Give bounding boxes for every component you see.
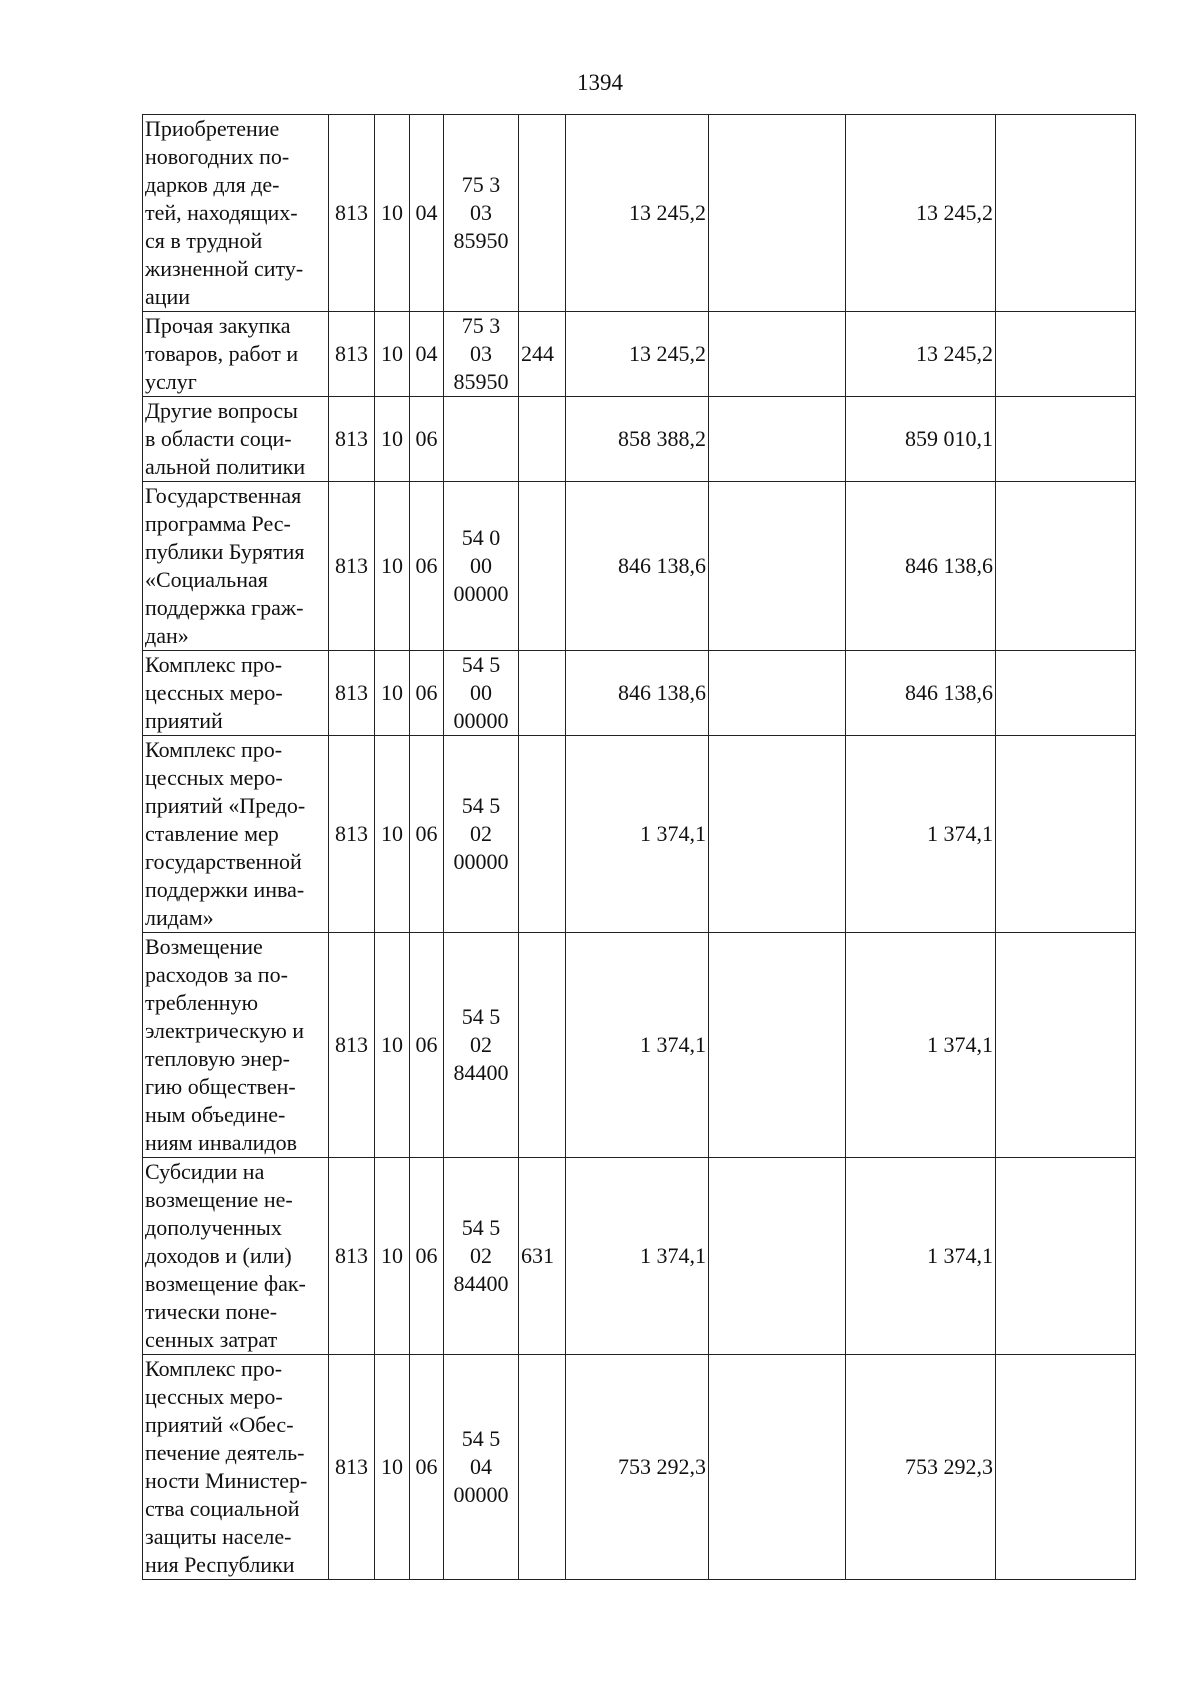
- cell-blank-1: [709, 651, 846, 736]
- row-description-line: поддержка граж-: [145, 595, 304, 620]
- row-description-line: «Социальная: [145, 567, 268, 592]
- cell-target-article: [444, 933, 519, 1158]
- cell-blank-2: [996, 736, 1136, 933]
- cell-target-article-line: 00000: [453, 849, 509, 874]
- cell-amount-1: 13 245,2: [566, 312, 709, 397]
- cell-target-article: [444, 651, 519, 736]
- cell-subsection-code: 06: [410, 1158, 444, 1355]
- cell-expense-type: 631: [519, 1158, 566, 1355]
- table-row: [143, 115, 1136, 312]
- row-description-line: новогодних по-: [145, 144, 290, 169]
- cell-target-article-line: 84400: [453, 1060, 509, 1085]
- cell-subsection-code: 06: [410, 933, 444, 1158]
- cell-blank-2: [996, 482, 1136, 651]
- cell-ministry-code: 813: [329, 933, 375, 1158]
- cell-ministry-code: 813: [329, 397, 375, 482]
- row-description: [143, 312, 329, 397]
- budget-table-body: [143, 115, 1136, 1580]
- cell-target-article-line: 85950: [453, 369, 509, 394]
- table-row: [143, 1355, 1136, 1580]
- row-description-line: в области соци-: [145, 426, 292, 451]
- cell-ministry-code: 813: [329, 736, 375, 933]
- row-description-line: доходов и (или): [145, 1243, 292, 1268]
- row-description-line: товаров, работ и: [145, 341, 299, 366]
- cell-target-article-line: 02: [470, 821, 492, 846]
- cell-target-article-line: 84400: [453, 1271, 509, 1296]
- row-description-line: поддержки инва-: [145, 877, 305, 902]
- row-description-line: цессных меро-: [145, 765, 283, 790]
- row-description-line: Возмещение: [145, 934, 263, 959]
- row-description: [143, 933, 329, 1158]
- row-description-line: приятий «Обес-: [145, 1412, 294, 1437]
- cell-amount-2: 1 374,1: [846, 1158, 996, 1355]
- row-description-line: дарков для де-: [145, 172, 280, 197]
- cell-blank-1: [709, 482, 846, 651]
- cell-expense-type: [519, 1355, 566, 1580]
- cell-blank-2: [996, 933, 1136, 1158]
- cell-amount-1: 13 245,2: [566, 115, 709, 312]
- cell-amount-2: 846 138,6: [846, 482, 996, 651]
- cell-blank-2: [996, 397, 1136, 482]
- row-description-line: Комплекс про-: [145, 737, 283, 762]
- cell-amount-1: 846 138,6: [566, 651, 709, 736]
- cell-target-article-line: 54 5: [461, 1215, 501, 1240]
- cell-blank-2: [996, 312, 1136, 397]
- cell-blank-2: [996, 115, 1136, 312]
- cell-subsection-code: 06: [410, 482, 444, 651]
- cell-subsection-code: 04: [410, 312, 444, 397]
- table-row: [143, 397, 1136, 482]
- cell-amount-1: 858 388,2: [566, 397, 709, 482]
- row-description-line: ным объедине-: [145, 1102, 286, 1127]
- row-description-line: государственной: [145, 849, 302, 874]
- cell-target-article-line: 04: [470, 1454, 492, 1479]
- cell-blank-1: [709, 312, 846, 397]
- cell-target-article-line: 03: [470, 200, 492, 225]
- cell-target-article-line: 02: [470, 1243, 492, 1268]
- cell-section-code: 10: [375, 1355, 410, 1580]
- cell-target-article: [444, 1158, 519, 1355]
- row-description-line: дополученных: [145, 1215, 282, 1240]
- cell-blank-1: [709, 115, 846, 312]
- table-row: [143, 933, 1136, 1158]
- row-description-line: ства социальной: [145, 1496, 300, 1521]
- row-description-line: публики Бурятия: [145, 539, 305, 564]
- cell-target-article-line: 02: [470, 1032, 492, 1057]
- cell-target-article-line: 75 3: [461, 313, 501, 338]
- cell-subsection-code: 06: [410, 397, 444, 482]
- cell-section-code: 10: [375, 482, 410, 651]
- cell-amount-1: 1 374,1: [566, 933, 709, 1158]
- row-description-line: ния Республики: [145, 1552, 295, 1577]
- row-description-line: сенных затрат: [145, 1327, 278, 1352]
- cell-blank-1: [709, 397, 846, 482]
- cell-blank-1: [709, 933, 846, 1158]
- cell-target-article-line: 85950: [453, 228, 509, 253]
- budget-table: [142, 114, 1136, 1580]
- row-description: [143, 397, 329, 482]
- cell-expense-type: [519, 115, 566, 312]
- table-row: [143, 1158, 1136, 1355]
- row-description-line: Комплекс про-: [145, 652, 283, 677]
- row-description: [143, 115, 329, 312]
- cell-expense-type: 244: [519, 312, 566, 397]
- cell-target-article: [444, 115, 519, 312]
- cell-section-code: 10: [375, 736, 410, 933]
- cell-target-article-line: 54 5: [461, 793, 501, 818]
- row-description-line: ации: [145, 284, 191, 309]
- page-number: 1394: [577, 70, 623, 95]
- cell-blank-1: [709, 1355, 846, 1580]
- row-description-line: цессных меро-: [145, 680, 283, 705]
- row-description-line: жизненной ситу-: [145, 256, 304, 281]
- cell-amount-2: 859 010,1: [846, 397, 996, 482]
- row-description-line: печение деятель-: [145, 1440, 305, 1465]
- row-description-line: тей, находящих-: [145, 200, 298, 225]
- row-description-line: Другие вопросы: [145, 398, 298, 423]
- cell-amount-1: 1 374,1: [566, 1158, 709, 1355]
- table-row: [143, 482, 1136, 651]
- row-description-line: цессных меро-: [145, 1384, 283, 1409]
- cell-expense-type: [519, 651, 566, 736]
- cell-target-article-line: 03: [470, 341, 492, 366]
- cell-section-code: 10: [375, 1158, 410, 1355]
- table-row: [143, 312, 1136, 397]
- cell-subsection-code: 06: [410, 1355, 444, 1580]
- cell-section-code: 10: [375, 933, 410, 1158]
- cell-subsection-code: 04: [410, 115, 444, 312]
- cell-expense-type: [519, 397, 566, 482]
- cell-target-article-line: 54 0: [461, 525, 501, 550]
- row-description-line: гию обществен-: [145, 1074, 296, 1099]
- cell-subsection-code: 06: [410, 651, 444, 736]
- row-description-line: расходов за по-: [145, 962, 288, 987]
- cell-ministry-code: 813: [329, 482, 375, 651]
- cell-ministry-code: 813: [329, 115, 375, 312]
- row-description-line: программа Рес-: [145, 511, 291, 536]
- cell-target-article-line: 00000: [453, 1482, 509, 1507]
- cell-amount-1: 753 292,3: [566, 1355, 709, 1580]
- cell-target-article-line: 00: [470, 680, 492, 705]
- row-description-line: Государственная: [145, 483, 302, 508]
- cell-amount-2: 846 138,6: [846, 651, 996, 736]
- cell-target-article-line: 54 5: [461, 1426, 501, 1451]
- row-description-line: электрическую и: [145, 1018, 305, 1043]
- cell-section-code: 10: [375, 312, 410, 397]
- cell-target-article-line: 00000: [453, 581, 509, 606]
- row-description-line: защиты населе-: [145, 1524, 292, 1549]
- cell-amount-1: 1 374,1: [566, 736, 709, 933]
- row-description-line: Прочая закупка: [145, 313, 291, 338]
- row-description: [143, 736, 329, 933]
- row-description: [143, 651, 329, 736]
- cell-amount-2: 753 292,3: [846, 1355, 996, 1580]
- row-description-line: тепловую энер-: [145, 1046, 291, 1071]
- cell-expense-type: [519, 736, 566, 933]
- cell-target-article: [444, 397, 519, 482]
- row-description-line: Субсидии на: [145, 1159, 265, 1184]
- cell-target-article-line: 54 5: [461, 1004, 501, 1029]
- cell-ministry-code: 813: [329, 1158, 375, 1355]
- row-description-line: дан»: [145, 623, 189, 648]
- row-description-line: тически поне-: [145, 1299, 278, 1324]
- cell-target-article-line: 00000: [453, 708, 509, 733]
- cell-section-code: 10: [375, 397, 410, 482]
- row-description-line: возмещение фак-: [145, 1271, 306, 1296]
- cell-target-article-line: 75 3: [461, 172, 501, 197]
- cell-target-article-line: 00: [470, 553, 492, 578]
- row-description-line: лидам»: [145, 905, 214, 930]
- cell-ministry-code: 813: [329, 1355, 375, 1580]
- table-row: [143, 651, 1136, 736]
- cell-target-article-line: 54 5: [461, 652, 501, 677]
- cell-blank-2: [996, 1355, 1136, 1580]
- cell-amount-1: 846 138,6: [566, 482, 709, 651]
- row-description-line: Приобретение: [145, 116, 280, 141]
- row-description-line: услуг: [145, 369, 197, 394]
- cell-blank-1: [709, 736, 846, 933]
- cell-expense-type: [519, 482, 566, 651]
- row-description-line: возмещение не-: [145, 1187, 293, 1212]
- cell-amount-2: 1 374,1: [846, 736, 996, 933]
- cell-ministry-code: 813: [329, 312, 375, 397]
- cell-subsection-code: 06: [410, 736, 444, 933]
- cell-target-article: [444, 736, 519, 933]
- cell-target-article: [444, 1355, 519, 1580]
- cell-target-article: [444, 482, 519, 651]
- row-description: [143, 1158, 329, 1355]
- row-description-line: ности Министер-: [145, 1468, 308, 1493]
- cell-ministry-code: 813: [329, 651, 375, 736]
- row-description-line: Комплекс про-: [145, 1356, 283, 1381]
- cell-target-article: [444, 312, 519, 397]
- cell-blank-2: [996, 1158, 1136, 1355]
- row-description-line: приятий «Предо-: [145, 793, 306, 818]
- row-description-line: требленную: [145, 990, 259, 1015]
- cell-amount-2: 13 245,2: [846, 312, 996, 397]
- cell-amount-2: 13 245,2: [846, 115, 996, 312]
- row-description-line: альной политики: [145, 454, 306, 479]
- row-description: [143, 1355, 329, 1580]
- cell-section-code: 10: [375, 651, 410, 736]
- cell-amount-2: 1 374,1: [846, 933, 996, 1158]
- row-description: [143, 482, 329, 651]
- row-description-line: ставление мер: [145, 821, 279, 846]
- cell-blank-1: [709, 1158, 846, 1355]
- cell-section-code: 10: [375, 115, 410, 312]
- row-description-line: ся в трудной: [145, 228, 263, 253]
- cell-expense-type: [519, 933, 566, 1158]
- cell-blank-2: [996, 651, 1136, 736]
- row-description-line: ниям инвалидов: [145, 1130, 298, 1155]
- row-description-line: приятий: [145, 708, 223, 733]
- table-row: [143, 736, 1136, 933]
